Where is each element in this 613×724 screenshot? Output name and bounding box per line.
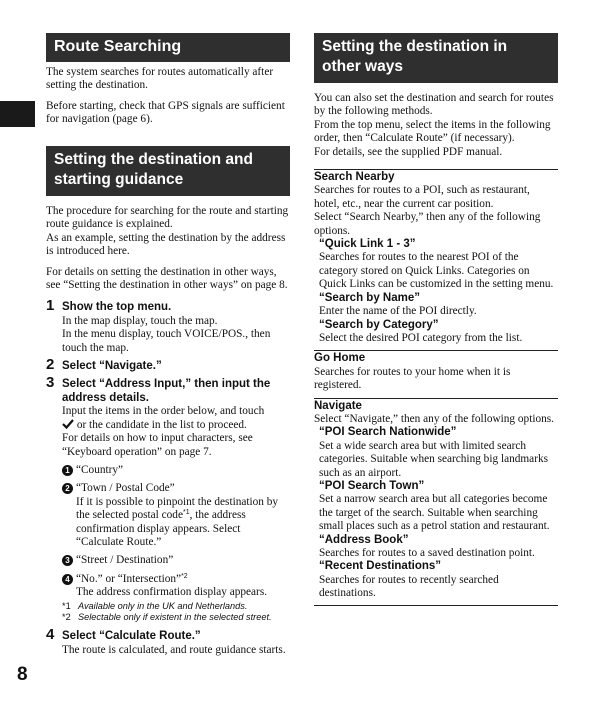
step-number: 3	[46, 374, 55, 392]
footnote-mark: *1	[62, 600, 71, 611]
item-label: “Country”	[76, 463, 124, 476]
item-detail	[76, 496, 290, 550]
list-item	[62, 573, 290, 600]
checkmark-icon	[62, 419, 74, 429]
section-title: Navigate	[314, 399, 362, 412]
item-label: “Town / Postal Code”	[76, 482, 175, 495]
step-title: Select “Calculate Route.”	[62, 630, 201, 643]
footnote	[62, 612, 290, 624]
step-3	[46, 374, 290, 624]
step-number: 1	[46, 297, 55, 315]
other-ways-paragraph: For details on setting the destination in other ways, see “Setting the destination in other ways” on page 8.	[46, 265, 288, 292]
circled-number: 4	[62, 574, 73, 585]
option-text: Enter the name of the POI directly.	[319, 305, 477, 318]
gps-paragraph: Before starting, check that GPS signals are sufficient for navigation (page 6).	[46, 99, 285, 126]
other-ways-header: Setting the destination in other ways	[314, 33, 558, 83]
option-text: Select the desired POI category from the list.	[319, 331, 523, 344]
section-text: Searches for routes to a POI, such as restaurant, hotel, etc., near the current car position.	[314, 184, 530, 210]
section-text: Select “Navigate,” then any of the following options.	[314, 412, 554, 425]
circled-number: 3	[62, 555, 73, 566]
footnote	[62, 601, 290, 613]
step-text: In the menu display, touch VOICE/POS., then touch the map.	[62, 328, 271, 354]
option-text: Set a wide search area but with limited search categories. Suitable when searching big landmarks such as an airport.	[319, 439, 549, 479]
step-1	[46, 297, 290, 355]
step-2	[46, 356, 290, 374]
step-text	[62, 405, 290, 432]
go-home-section	[314, 350, 558, 392]
procedure-block	[46, 205, 290, 657]
option-title: “Search by Category”	[319, 318, 439, 331]
step-number: 4	[46, 626, 55, 644]
footnote-text: Available only in the UK and Netherlands.	[78, 600, 248, 611]
step-text: For details on how to input characters, see “Keyboard operation” on page 7.	[62, 432, 253, 458]
list-item	[62, 464, 290, 477]
step-4	[46, 626, 290, 657]
section-text: Searches for routes to your home when it is registered.	[314, 365, 511, 392]
option-title: “POI Search Nationwide”	[319, 426, 457, 439]
intro-paragraph: For details, see the supplied PDF manual.	[314, 145, 503, 158]
footnote-mark: *2	[62, 612, 71, 623]
item-detail: The address confirmation display appears.	[76, 586, 268, 599]
option-title: “Search by Name”	[319, 291, 420, 304]
section-title: Search Nearby	[314, 171, 395, 184]
option-title: “POI Search Town”	[319, 479, 425, 492]
circled-number: 2	[62, 483, 73, 494]
option-title: “Address Book”	[319, 533, 409, 546]
item-detail-part: , the address confirmation display appears. Select “Calculate Route.”	[76, 509, 246, 548]
list-item	[62, 482, 290, 549]
option-text: Set a narrow search area but all categories become the target of the search. Suitable when searching small places such as a petrol station and restaurant.	[319, 493, 550, 533]
item-label: “Street / Destination”	[76, 554, 174, 567]
item-detail-part: If it is possible to pinpoint the destination by the selected postal code	[76, 495, 279, 522]
other-ways-block	[314, 92, 558, 606]
section-end-rule	[314, 605, 558, 606]
search-nearby-section	[314, 169, 558, 345]
step-number: 2	[46, 356, 55, 374]
option-title: “Recent Destinations”	[319, 560, 442, 573]
section-text: Select “Search Nearby,” then any of the following options.	[314, 211, 541, 237]
intro-paragraph: You can also set the destination and search for routes by the following methods.	[314, 92, 554, 118]
step-text: In the map display, touch the map.	[62, 314, 218, 327]
option-title: “Quick Link 1 - 3”	[319, 238, 416, 251]
step-text-part: or the candidate in the list to proceed.	[74, 418, 247, 431]
route-searching-header: Route Searching	[46, 33, 290, 62]
navigate-section	[314, 398, 558, 601]
step-text: The route is calculated, and route guidance starts.	[62, 643, 286, 656]
page-number: 8	[17, 664, 28, 685]
list-item	[62, 554, 290, 567]
footnote-mark: *2	[181, 572, 188, 580]
option-text: Searches for routes to the nearest POI of the category stored on Quick Links. Categories on Quick Links can be customized in the setting menu.	[319, 251, 554, 291]
intro-paragraph: From the top menu, select the items in the following order, then “Calculate Route” (if necessary).	[314, 118, 551, 145]
intro-paragraph: The system searches for routes automatically after setting the destination.	[46, 66, 274, 92]
step-title: Select “Address Input,” then input the address details.	[62, 378, 271, 404]
option-text: Searches for routes to recently searched destinations.	[319, 573, 499, 600]
step-text-part: Input the items in the order below, and touch	[62, 405, 265, 418]
procedure-paragraph: The procedure for searching for the route and starting route guidance is explained.	[46, 205, 289, 231]
step-title: Select “Navigate.”	[62, 360, 162, 373]
intro-block	[46, 66, 290, 127]
step-title: Show the top menu.	[62, 301, 172, 314]
section-title: Go Home	[314, 352, 366, 365]
footnote-mark: *1	[182, 509, 190, 517]
section-tab-marker	[0, 101, 35, 127]
example-paragraph: As an example, setting the destination by the address is introduced here.	[46, 231, 286, 258]
circled-number: 1	[62, 465, 73, 476]
option-text: Searches for routes to a saved destination point.	[319, 547, 535, 559]
setting-destination-header: Setting the destination and starting guidance	[46, 146, 290, 196]
item-label: “No.” or “Intersection”	[76, 572, 182, 585]
footnote-text: Selectable only if existent in the selected street.	[78, 612, 272, 623]
